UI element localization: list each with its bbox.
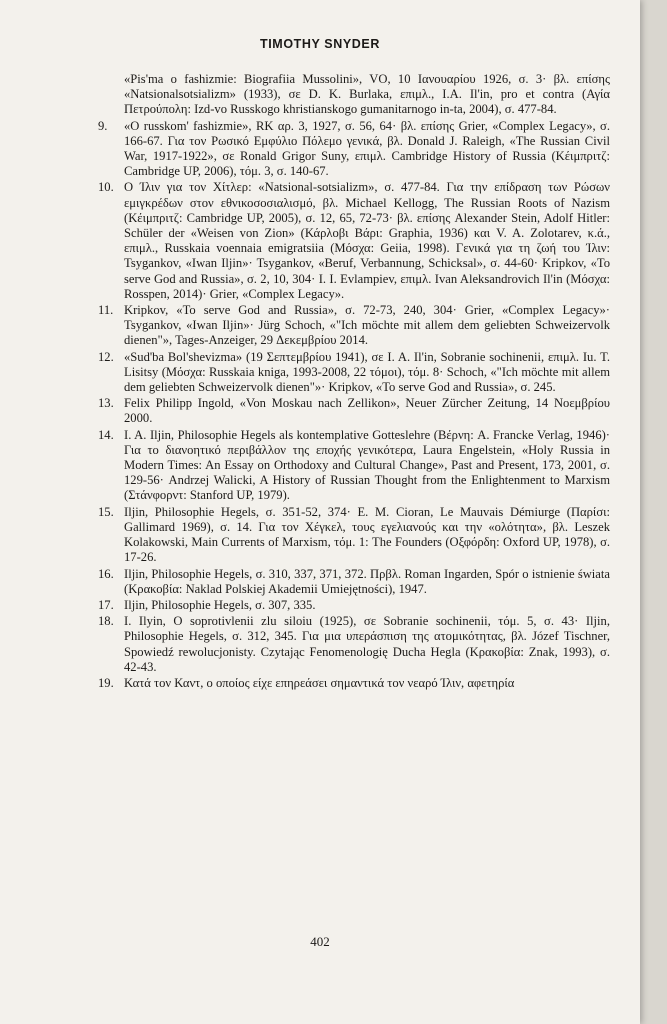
endnote-item (98, 598, 610, 613)
endnote-item (98, 428, 610, 504)
endnote-number: 19. (98, 675, 114, 690)
endnote-number: 10. (98, 180, 114, 195)
endnote-text: Iljin, Philosophie Hegels, σ. 307, 335. (124, 597, 316, 612)
endnote-number: 9. (98, 118, 108, 133)
endnote-number: 11. (98, 303, 114, 318)
endnote-number: 14. (98, 427, 114, 442)
endnote-item (98, 119, 610, 180)
endnote-text: I. Ilyin, O soprotivlenii zlu siloiu (1925), σε Sobranie sochinenii, τόμ. 5, σ. 43· Iljin, Philosophie Hegels, σ. 312, 345. Για μια υπεράσπιση της ατομικότητας, βλ. Józef Tischner, Spowiedź rewolucjonisty. Czytając Fenomenologię Ducha Hegla (Κρακοβία: Znak, 1993), σ. 42-43. (124, 614, 610, 674)
endnote-text: I. A. Iljin, Philosophie Hegels als kontemplative Gotteslehre (Βέρνη: A. Francke Verlag, 1946)· Για το διανοητικό περιβάλλον της εποχής γενικότερα, Laura Engelstein, «Holy Russia in Modern Times: An Essay on Orthodoxy and Cultural Change», Past and Present, 173, 2001, σ. 129-56· Andrzej Walicki, A History of Russian Thought from the Enlightenment to Marxism (Στάνφορντ: Stanford UP, 1979). (124, 427, 610, 503)
endnote-item (98, 567, 610, 597)
endnote-number: 12. (98, 349, 114, 364)
endnote-item (98, 303, 610, 349)
endnote-number: 13. (98, 396, 114, 411)
endnote-text: Iljin, Philosophie Hegels, σ. 310, 337, 371, 372. Πρβλ. Roman Ingarden, Spór o istnienie świata (Κρακοβία: Naklad Polskiej Akademii Umiejętności), 1947. (124, 566, 610, 596)
endnote-text: Kripkov, «To serve God and Russia», σ. 72-73, 240, 304· Grier, «Complex Legacy»· Tsygankov, «Iwan Iljin»· Jürg Schoch, «"Ich möchte mit allem dem geliebten Schweizervolk dienen"», Tages-Anzeiger, 29 Δεκεμβρίου 2014. (124, 303, 610, 348)
endnote-text: «O russkom' fashizmie», RK αρ. 3, 1927, σ. 56, 64· βλ. επίσης Grier, «Complex Legacy», σ. 166-67. Για τον Ρωσικό Εμφύλιο Πόλεμο γενικά, βλ. Donald J. Raleigh, «The Russian Civil War, 1917-1922», σε Ronald Grigor Suny, επιμλ. Cambridge History of Russia (Κέιμπριτζ: Cambridge UP, 2006), τόμ. 3, σ. 140-67. (124, 118, 610, 179)
endnote-number: 18. (98, 614, 114, 629)
page-number: 402 (310, 934, 330, 949)
endnote-item (98, 676, 610, 691)
endnotes-list (98, 72, 610, 692)
endnote-text: Felix Philipp Ingold, «Von Moskau nach Zellikon», Neuer Zürcher Zeitung, 14 Νοεμβρίου 2000. (124, 396, 610, 426)
endnote-item (98, 72, 610, 118)
endnote-number: 16. (98, 566, 114, 581)
endnote-item (98, 614, 610, 675)
endnote-text: «Sud'ba Bol'shevizma» (19 Σεπτεμβρίου 1941), σε I. A. Il'in, Sobranie sochinenii, επιμλ. Iu. T. Lisitsy (Μόσχα: Russkaia kniga, 1993-2008, 22 τόμοι), τόμ. 8· Schoch, «"Ich möchte mit allem dem geliebten Schweizervolk dienen"»· Kripkov, «To serve God and Russia», σ. 245. (124, 349, 610, 395)
endnote-item (98, 396, 610, 426)
endnote-item (98, 180, 610, 302)
endnote-text: «Pis'ma o fashizmie: Biografiia Mussolini», VO, 10 Ιανουαρίου 1926, σ. 3· βλ. επίσης «Natsionalsotsializm» (1933), σε D. K. Burlaka, επιμλ., I.A. Il'in, pro et contra (Αγία Πετρούπολη: Izd-vo Russkogo khristianskogo gumanitarnogo in-ta, 2004), σ. 477-84. (124, 72, 610, 117)
endnote-item (98, 350, 610, 396)
endnote-number: 15. (98, 504, 114, 519)
running-head: TIMOTHY SNYDER (260, 37, 380, 51)
endnote-text: Iljin, Philosophie Hegels, σ. 351-52, 374· E. M. Cioran, Le Mauvais Démiurge (Παρίσι: Gallimard 1969), σ. 14. Για τον Χέγκελ, τους εγελιανούς και την «ολότητα», βλ. Leszek Kolakowski, Main Currents of Marxism, τόμ. 1: The Founders (Οξφόρδη: Oxford UP, 1978), σ. 17-26. (124, 504, 610, 565)
endnote-item (98, 505, 610, 566)
endnote-number: 17. (98, 597, 114, 612)
endnote-text: Κατά τον Καντ, ο οποίος είχε επηρεάσει σημαντικά τον νεαρό Ίλιν, αφετηρία (124, 675, 515, 690)
endnote-text: Ο Ίλιν για τον Χίτλερ: «Natsional-sotsializm», σ. 477-84. Για την επίδραση των Ρώσων εμιγκρέδων στον εθνικοσοσιαλισμό, βλ. Michael Kellogg, The Russian Roots of Nazism (Κέιμπριτζ: Cambridge UP, 2005), σ. 12, 65, 72-73· βλ. επίσης Alexander Stein, Adolf Hitler: Schüler der «Weisen von Zion» (Κάρλοβι Βάρι: Graphia, 1936) και V. A. Zolotarev, κ.ά., επιμλ., Russkaia voennaia emigratsiia (Μόσχα: Geiia, 1998). Γενικά για τη ζωή του Ίλιν: Tsygankov, «Iwan Iljin»· Tsygankov, «Beruf, Verbannung, Schicksal», σ. 44-60· Kripkov, «To serve God and Russia», σ. 2, 10, 304· I. I. Evlampiev, επιμλ. Ivan Aleksandrovich Il'in (Μόσχα: Rosspen, 2014)· Grier, «Complex Legacy». (124, 180, 610, 301)
